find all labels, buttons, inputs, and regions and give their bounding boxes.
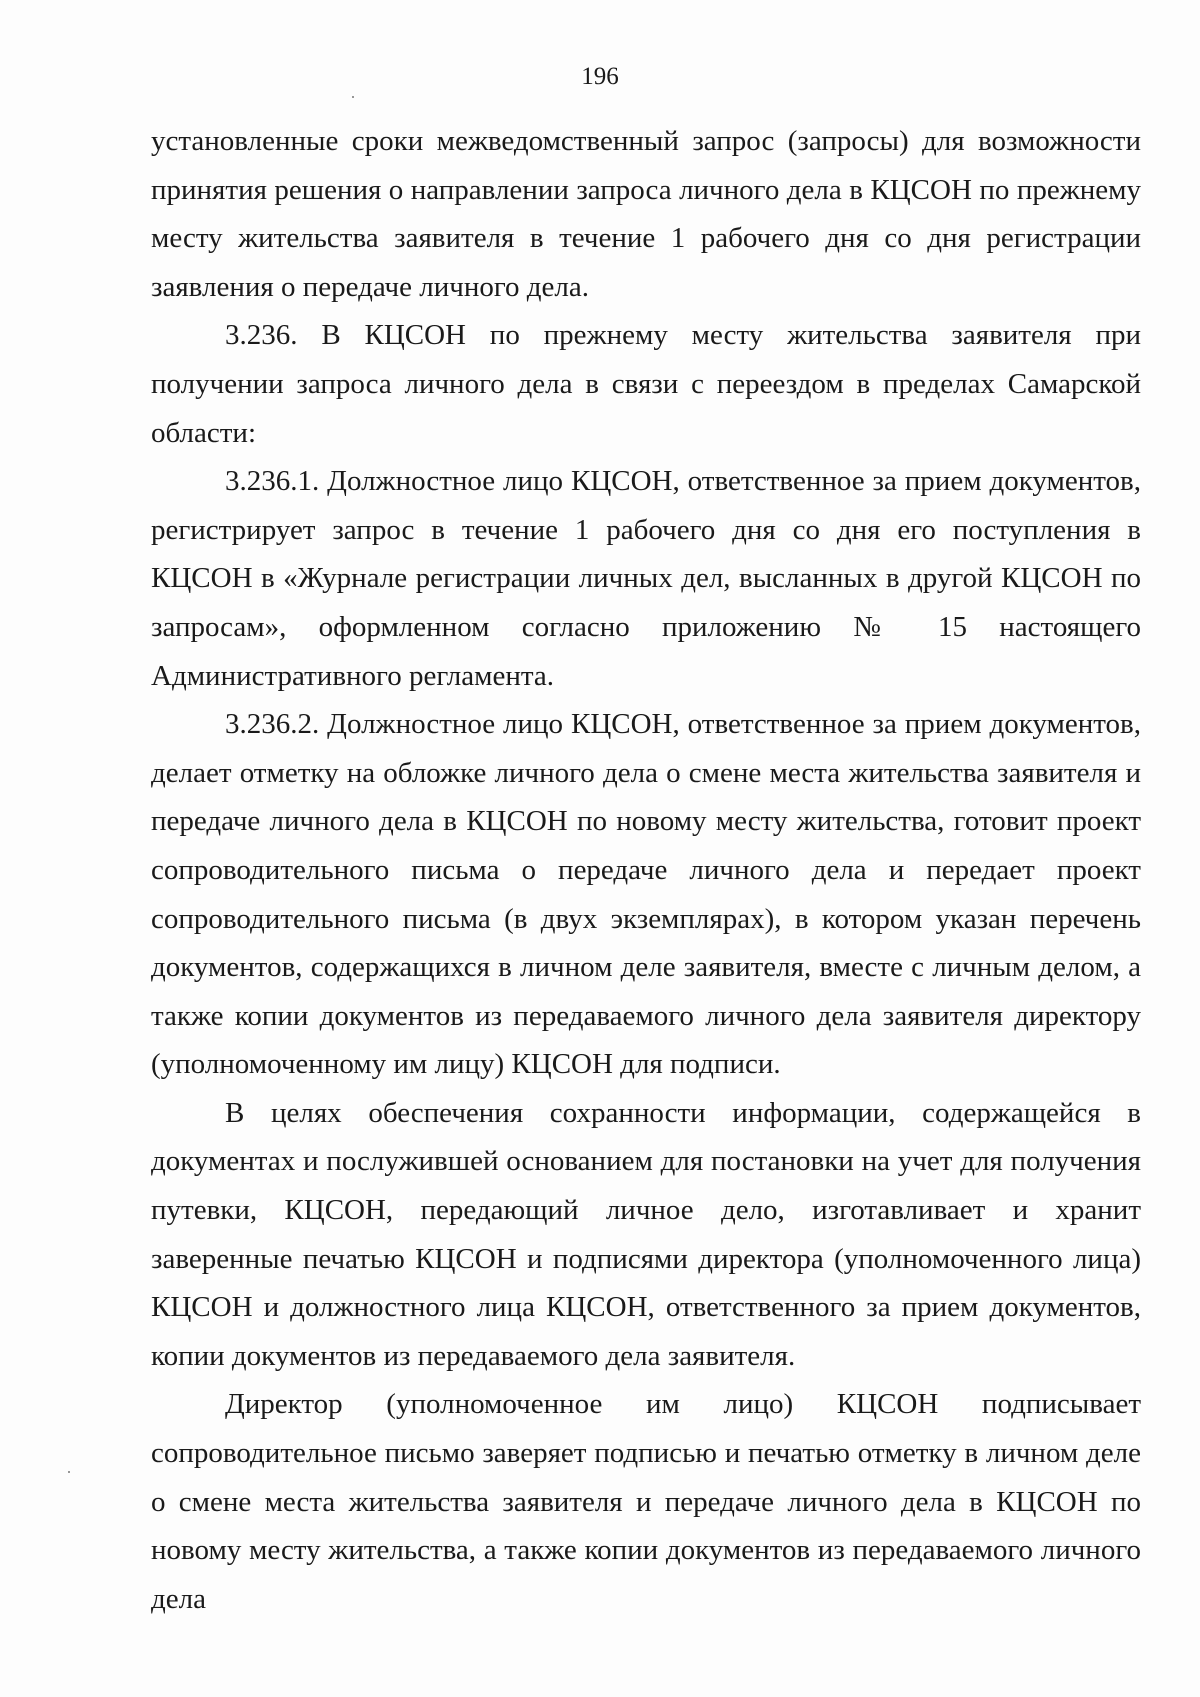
paragraph-3-236-1: 3.236.1. Должностное лицо КЦСОН, ответственное за прием документов, регистрирует запрос в течение 1 рабочего дня со дня его поступления в КЦСОН в «Журнале регистрации личных дел, высланных в другой КЦСОН по запросам», оформленном согласно приложению № 15 настоящего Административного регламента. [151, 465, 1141, 692]
scan-speck [68, 1471, 70, 1473]
paragraph-director-signs: Директор (уполномоченное им лицо) КЦСОН подписывает сопроводительное письмо заверяет подписью и печатью отметку в личном деле о смене места жительства заявителя и передаче личного дела в КЦСОН по новому месту жительства, а также копии документов из передаваемого личного дела [151, 1388, 1141, 1615]
paragraph-3-236-2: 3.236.2. Должностное лицо КЦСОН, ответственное за прием документов, делает отметку на обложке личного дела о смене места жительства заявителя и передаче личного дела в КЦСОН по новому месту жительства, готовит проект сопроводительного письма о передаче личного дела и передает проект сопроводительного письма (в двух экземплярах), в котором указан перечень документов, содержащихся в личном деле заявителя, вместе с личным делом, а также копии документов из передаваемого личного дела заявителя директору (уполномоченному им лицу) КЦСОН для подписи. [151, 708, 1141, 1081]
paragraph-3-236: 3.236. В КЦСОН по прежнему месту жительства заявителя при получении запроса личного дела в связи с переездом в пределах Самарской области: [151, 319, 1141, 449]
scan-speck [352, 96, 354, 98]
paragraph-information-safety: В целях обеспечения сохранности информации, содержащейся в документах и послужившей основанием для постановки на учет для получения путевки, КЦСОН, передающий личное дело, изготавливает и хранит заверенные печатью КЦСОН и подписями директора (уполномоченного лица) КЦСОН и должностного лица КЦСОН, ответственного за прием документов, копии документов из передаваемого дела заявителя. [151, 1096, 1141, 1372]
page-number: 196 [581, 63, 619, 90]
document-body [151, 117, 1141, 1623]
paragraph-continuation: установленные сроки межведомственный запрос (запросы) для возможности принятия решения о направлении запроса личного дела в КЦСОН по прежнему месту жительства заявителя в течение 1 рабочего дня со дня регистрации заявления о передаче личного дела. [151, 125, 1141, 303]
